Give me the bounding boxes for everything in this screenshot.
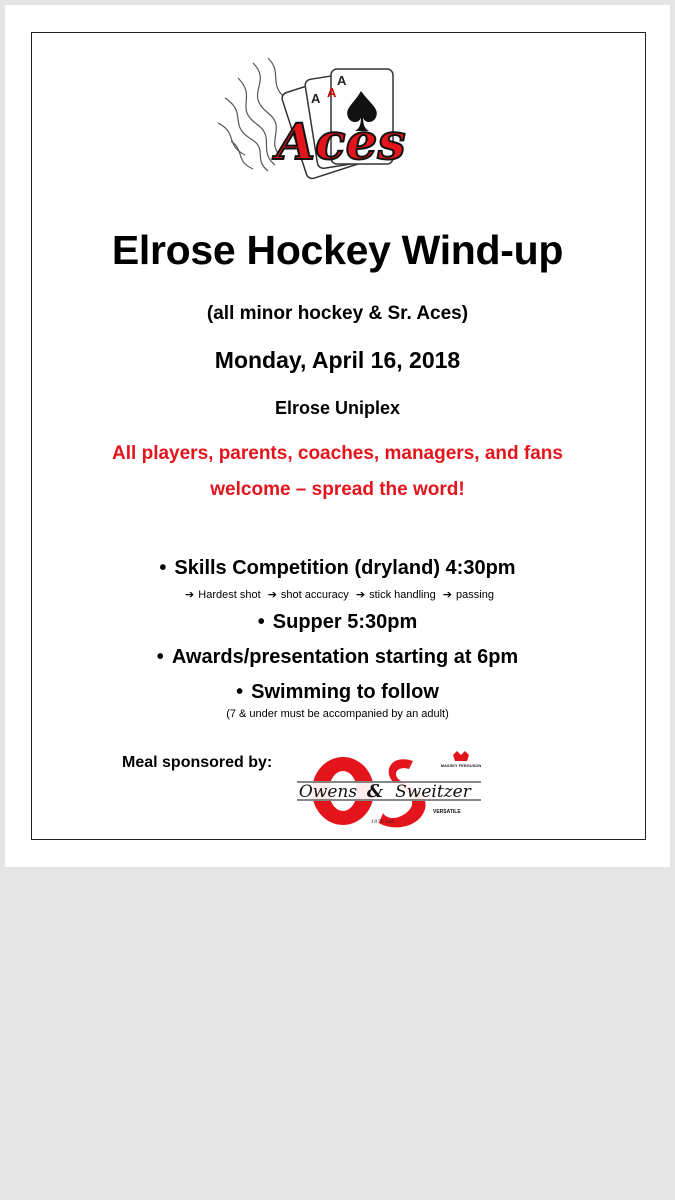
arrow-right-icon: ➔	[442, 589, 453, 601]
card-a-1: A	[311, 91, 321, 106]
invite-line-2: welcome – spread the word!	[210, 479, 465, 500]
event-venue: Elrose Uniplex	[274, 398, 401, 418]
sponsor-established: 1972 Ltd.	[371, 819, 396, 825]
event-title: Elrose Hockey Wind-up	[111, 227, 564, 273]
skills-step: stick handling	[369, 589, 436, 601]
invite-line-1: All players, parents, coaches, managers, and fans	[112, 443, 563, 464]
schedule-item-skills	[5, 557, 670, 580]
skills-step: shot accuracy	[280, 589, 349, 601]
sponsor-name-left: Owens	[298, 782, 358, 802]
sponsor-name-right: Sweitzer	[395, 782, 471, 802]
skills-step: passing	[456, 589, 494, 601]
schedule-label: Supper 5:30pm	[272, 611, 418, 633]
sponsor-ampersand: &	[366, 781, 384, 802]
bullet-icon: •	[257, 611, 265, 633]
sponsor-brand-top: MASSEY FERGUSON	[440, 763, 482, 768]
card-a-2: A	[327, 85, 337, 100]
schedule-label: Skills Competition (dryland) 4:30pm	[174, 557, 516, 579]
aces-logo-text: Aces	[276, 112, 406, 171]
bullet-icon: •	[156, 646, 164, 668]
schedule-item-supper	[5, 611, 670, 634]
bullet-icon: •	[236, 681, 244, 703]
sponsor-brand-bottom: VERSATILE	[433, 809, 461, 815]
event-date: Monday, April 16, 2018	[214, 347, 461, 373]
event-subtitle: (all minor hockey & Sr. Aces)	[206, 303, 469, 324]
aces-logo	[213, 53, 469, 207]
schedule-label: Awards/presentation starting at 6pm	[171, 646, 519, 668]
skills-steps	[5, 588, 670, 601]
arrow-right-icon: ➔	[355, 589, 366, 601]
schedule-item-awards	[5, 646, 670, 669]
flyer-page	[5, 5, 670, 867]
swim-note: (7 & under must be accompanied by an adult)	[226, 708, 449, 720]
arrow-right-icon: ➔	[185, 589, 195, 601]
bullet-icon: •	[159, 557, 167, 579]
sponsor-logo	[293, 747, 485, 829]
sponsor-label: Meal sponsored by:	[122, 754, 273, 771]
arrow-right-icon: ➔	[267, 589, 277, 601]
schedule-item-swimming	[5, 681, 670, 704]
card-a-3: A	[337, 73, 347, 88]
skills-step: Hardest shot	[198, 589, 261, 601]
schedule-label: Swimming to follow	[251, 681, 439, 703]
